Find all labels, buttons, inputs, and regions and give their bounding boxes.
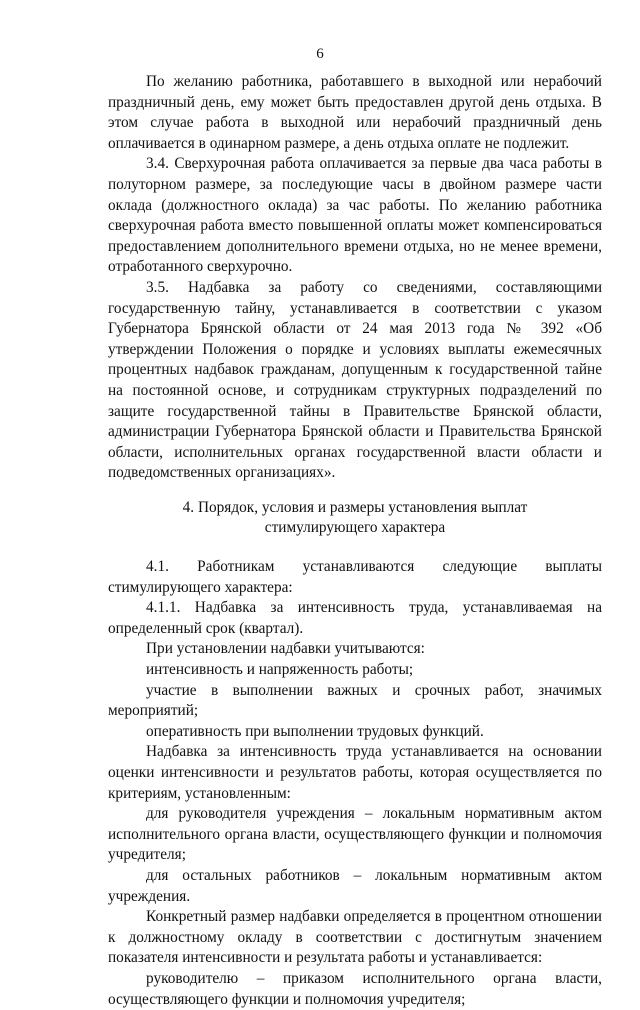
spacer	[108, 484, 602, 498]
document-body	[108, 72, 602, 1010]
paragraph-day-off: По желанию работника, работавшего в выходной или нерабочий праздничный день, ему может быть предоставлен другой день отдыха. В этом случае работа в выходной или нерабочий праздничный день оплачивается в одинарном размере, а день отдыха оплате не подлежит.	[108, 73, 602, 152]
paragraph-amount: Конкретный размер надбавки определяется в процентном отношении к должностному окладу в соответствии с достигнутым значением показателя интенсивности и результата работы и устанавливается:	[108, 908, 602, 967]
list-item-head: для руководителя учреждения – локальным нормативным актом исполнительного органа власти, осуществляющего функции и полномочия учредителя;	[108, 805, 602, 864]
paragraph-4-1: 4.1. Работникам устанавливаются следующие выплаты стимулирующего характера:	[108, 558, 602, 596]
page-number: 6	[316, 46, 324, 62]
list-item-participation: участие в выполнении важных и срочных работ, значимых мероприятий;	[108, 681, 602, 720]
list-item-intensity: интенсивность и напряженность работы;	[146, 661, 414, 679]
section-heading-line1: 4. Порядок, условия и размеры установления выплат	[182, 498, 528, 516]
list-item-efficiency: оперативность при выполнении трудовых функций.	[146, 722, 484, 740]
list-item-director-order: руководителю – приказом исполнительного органа власти, осуществляющего функции и полномочия учредителя;	[108, 969, 602, 1008]
paragraph-factors-intro: При установлении надбавки учитываются:	[146, 640, 425, 658]
paragraph-3-4-overtime: 3.4. Сверхурочная работа оплачивается за первые два часа работы в полуторном размере, за последующие часы в двойном размере части оклада (должностного оклада) за час работы. По желанию работника сверхурочная работа вместо повышенной оплаты может компенсироваться предоставлением дополнительного времени отдыха, но не менее времени, отработанного сверхурочно.	[108, 155, 602, 276]
paragraph-4-1-1: 4.1.1. Надбавка за интенсивность труда, устанавливаемая на определенный срок (квартал).	[108, 599, 602, 637]
list-item-other-staff: для остальных работников – локальным нормативным актом учреждения.	[108, 866, 602, 905]
spacer	[108, 539, 602, 557]
paragraph-3-5-state-secret: 3.5. Надбавка за работу со сведениями, составляющими государственную тайну, устанавливается в соответствии с указом Губернатора Брянской области от 24 мая 2013 года № 392 «Об утверждении Положения о порядке и условиях выплаты ежемесячных процентных надбавок гражданам, допущенным к государственной тайне на постоянной основе, и сотрудникам структурных подразделений по защите государственной тайны в Правительстве Брянской области, администрации Губернатора Брянской области и Правительства Брянской области, исполнительных органах государственной власти области и подведомственных организациях».	[108, 278, 602, 482]
paragraph-assessment: Надбавка за интенсивность труда устанавливается на основании оценки интенсивности и результатов работы, которая осуществляется по критериям, установленным:	[108, 743, 602, 802]
section-heading-line2: стимулирующего характера	[264, 519, 446, 537]
